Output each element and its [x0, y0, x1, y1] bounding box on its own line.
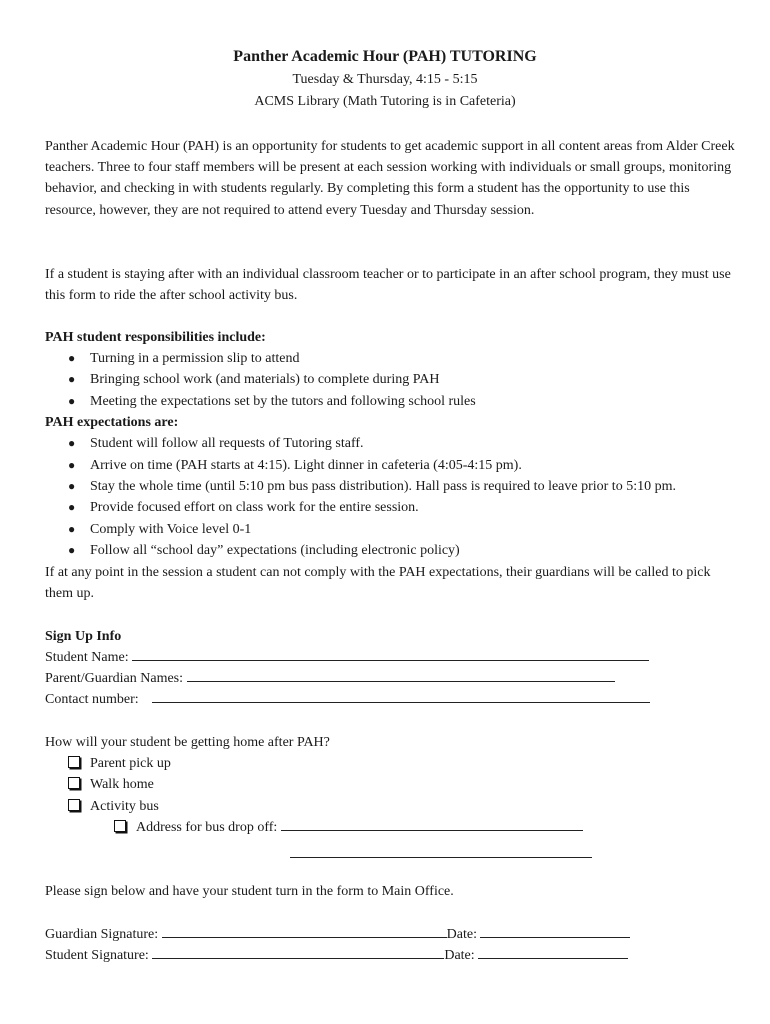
form-title: Panther Academic Hour (PAH) TUTORING [233, 48, 537, 65]
bullet-icon: ● [68, 500, 76, 514]
contact-field[interactable] [152, 689, 650, 703]
bullet-icon: ● [68, 372, 76, 386]
checkbox-icon[interactable] [68, 756, 80, 768]
expectations-heading: PAH expectations are: [45, 415, 179, 430]
transport-question: How will your student be getting home after PAH? [45, 735, 330, 750]
location-line: ACMS Library (Math Tutoring is in Cafeteria) [254, 94, 516, 109]
responsibilities-heading: PAH student responsibilities include: [45, 330, 266, 345]
guardian-names-field[interactable] [187, 668, 615, 682]
list-item: ● Meeting the expectations set by the tutors and following school rules [68, 391, 476, 412]
list-item: ● Turning in a permission slip to attend [68, 348, 299, 369]
list-item: ● Comply with Voice level 0-1 [68, 519, 251, 540]
bullet-icon: ● [68, 394, 76, 408]
bus-address-field[interactable] [281, 817, 583, 831]
checkbox-icon[interactable] [114, 820, 126, 832]
option-parent-pickup[interactable]: Parent pick up [68, 753, 171, 774]
student-name-row [45, 647, 649, 668]
student-signature-label: Student Signature: [45, 948, 149, 963]
option-activity-bus[interactable]: Activity bus [68, 796, 159, 817]
guardian-signature-label: Guardian Signature: [45, 927, 159, 942]
bus-paragraph: If a student is staying after with an individual classroom teacher or to participate in an after school program, they must use this form to ride the after school activity bus. [45, 267, 731, 304]
guardian-names-label: Parent/Guardian Names: [45, 671, 184, 686]
student-date-field[interactable] [478, 945, 628, 959]
list-item: ● Provide focused effort on class work for the entire session. [68, 497, 419, 518]
student-name-field[interactable] [132, 647, 649, 661]
list-item: ● Arrive on time (PAH starts at 4:15). Light dinner in cafeteria (4:05-4:15 pm). [68, 455, 522, 476]
expectations-closing: If at any point in the session a student can not comply with the PAH expectations, their guardians will be called to pick them up. [45, 565, 711, 602]
checkbox-icon[interactable] [68, 799, 80, 811]
bus-address-field-line2[interactable] [290, 844, 592, 858]
list-item: ● Student will follow all requests of Tutoring staff. [68, 433, 364, 454]
option-bus-address[interactable]: Address for bus drop off: [114, 817, 583, 838]
signup-heading: Sign Up Info [45, 629, 122, 644]
guardian-date-label: Date: [446, 927, 477, 942]
guardian-date-field[interactable] [480, 924, 630, 938]
bullet-icon: ● [68, 351, 76, 365]
option-walk-home[interactable]: Walk home [68, 774, 154, 795]
student-date-label: Date: [444, 948, 475, 963]
schedule-line: Tuesday & Thursday, 4:15 - 5:15 [292, 72, 478, 87]
bullet-icon: ● [68, 522, 76, 536]
contact-label: Contact number: [45, 692, 139, 707]
intro-paragraph: Panther Academic Hour (PAH) is an opportunity for students to get academic support in all content areas from Alder Creek teachers. Three to four staff members will be present at each session working with individuals or small groups, monitoring behavior, and checking in with students regularly. By completing this form a student has the opportunity to use this resource, however, they are not required to attend every Tuesday and Thursday session. [45, 139, 735, 218]
student-name-label: Student Name: [45, 650, 129, 665]
sign-instruction: Please sign below and have your student turn in the form to Main Office. [45, 884, 454, 899]
student-signature-field[interactable] [152, 945, 444, 959]
bullet-icon: ● [68, 436, 76, 450]
guardian-signature-row [45, 924, 630, 945]
list-item: ● Follow all “school day” expectations (including electronic policy) [68, 540, 460, 561]
bullet-icon: ● [68, 479, 76, 493]
guardian-names-row [45, 668, 615, 689]
bullet-icon: ● [68, 458, 76, 472]
bullet-icon: ● [68, 543, 76, 557]
list-item: ● Bringing school work (and materials) to complete during PAH [68, 369, 439, 390]
contact-row [45, 689, 650, 710]
list-item: ● Stay the whole time (until 5:10 pm bus pass distribution). Hall pass is required to leave prior to 5:10 pm. [68, 476, 676, 497]
checkbox-icon[interactable] [68, 777, 80, 789]
guardian-signature-field[interactable] [162, 924, 447, 938]
student-signature-row [45, 945, 628, 966]
